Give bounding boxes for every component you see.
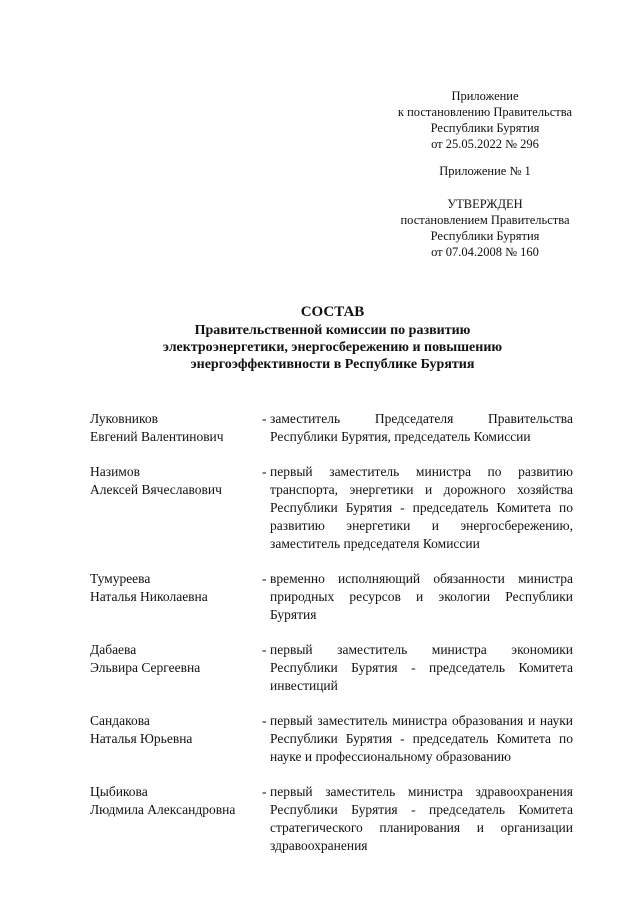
member-dash: - xyxy=(262,713,267,728)
member-surname: Цыбикова xyxy=(90,784,148,799)
member-entry xyxy=(90,410,590,446)
member-given-names: Евгений Валентинович xyxy=(90,429,224,444)
appendix-resolution-block xyxy=(340,88,630,152)
approved-line: постановлением Правительства xyxy=(400,213,570,227)
member-entry xyxy=(90,570,590,624)
member-dash: - xyxy=(262,571,267,586)
approved-line: от 07.04.2008 № 160 xyxy=(431,245,539,259)
member-given-names: Алексей Вячеславович xyxy=(90,482,222,497)
member-surname: Дабаева xyxy=(90,642,137,657)
member-dash: - xyxy=(262,411,267,426)
appendix-line: к постановлению Правительства xyxy=(397,105,573,119)
approved-block xyxy=(340,196,630,260)
appendix-line: от 25.05.2022 № 296 xyxy=(431,137,539,151)
member-surname: Сандакова xyxy=(90,713,150,728)
member-given-names: Наталья Юрьевна xyxy=(90,731,193,746)
document-title: СОСТАВ xyxy=(300,304,365,320)
member-name xyxy=(90,712,260,748)
approved-line: УТВЕРЖДЕН xyxy=(447,197,523,211)
approved-line: Республики Бурятия xyxy=(430,229,540,243)
member-entry xyxy=(90,783,590,855)
member-dash: - xyxy=(262,784,267,799)
appendix-line: Приложение xyxy=(451,89,519,103)
member-entry xyxy=(90,641,590,695)
member-name xyxy=(90,641,260,677)
appendix-line: Приложение № 1 xyxy=(439,164,531,178)
member-name xyxy=(90,410,260,446)
member-name xyxy=(90,463,260,499)
member-role: первый заместитель министра здравоохранения Республики Бурятия - председатель Комитета стратегического планирования и организации здравоохранения xyxy=(270,784,573,853)
member-surname: Тумуреева xyxy=(90,571,151,586)
member-role: первый заместитель министра по развитию транспорта, энергетики и дорожного хозяйства Республики Бурятия - председатель Комитета по развитию энергетики и энергосбережению, заместитель председателя Комиссии xyxy=(270,464,573,551)
member-entry xyxy=(90,463,590,553)
member-dash: - xyxy=(262,642,267,657)
member-dash: - xyxy=(262,464,267,479)
member-surname: Назимов xyxy=(90,464,140,479)
document-subtitle-line: Правительственной комиссии по развитию xyxy=(194,323,471,338)
member-role: заместитель Председателя Правительства Республики Бурятия, председатель Комиссии xyxy=(270,411,573,444)
document-heading xyxy=(70,304,595,373)
document-subtitle-line: электроэнергетики, энергосбережению и повышению xyxy=(162,340,503,355)
member-surname: Луковников xyxy=(90,411,159,426)
appendix-number-block xyxy=(340,163,630,179)
member-role: временно исполняющий обязанности министра природных ресурсов и экологии Республики Бурятия xyxy=(270,571,573,622)
member-entry xyxy=(90,712,590,766)
member-given-names: Людмила Александровна xyxy=(90,802,236,817)
member-name xyxy=(90,570,260,606)
appendix-line: Республики Бурятия xyxy=(430,121,540,135)
commission-members-list xyxy=(90,410,590,872)
document-subtitle-line: энергоэффективности в Республике Бурятия xyxy=(190,357,475,372)
member-role: первый заместитель министра образования и науки Республики Бурятия - председатель Комитета по науке и профессиональному образованию xyxy=(270,713,573,764)
member-given-names: Наталья Николаевна xyxy=(90,589,208,604)
member-role: первый заместитель министра экономики Республики Бурятия - председатель Комитета инвестиций xyxy=(270,642,573,693)
member-given-names: Эльвира Сергеевна xyxy=(90,660,201,675)
member-name xyxy=(90,783,260,819)
